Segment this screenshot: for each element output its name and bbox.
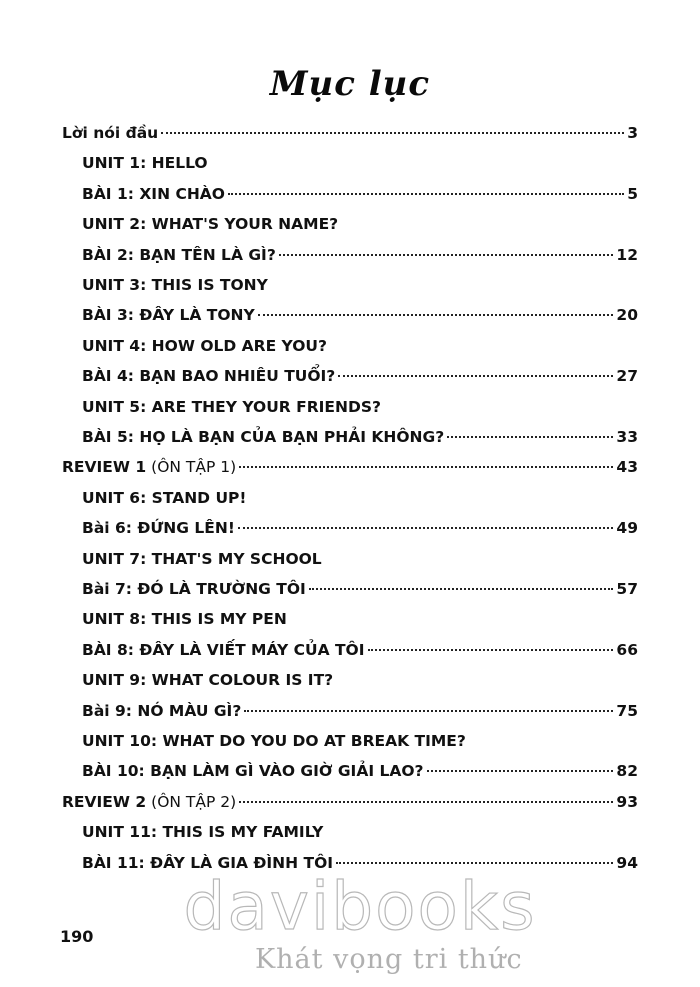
toc-page-number: 12: [616, 245, 638, 264]
toc-entry-label: Lời nói đầu: [62, 124, 159, 142]
toc-entry: [82, 574, 638, 604]
dot-leader: [447, 436, 613, 438]
toc-entry: [82, 635, 638, 665]
dot-leader: [238, 527, 614, 529]
toc-entry-label: BÀI 11: ĐÂY LÀ GIA ĐÌNH TÔI: [82, 853, 334, 872]
toc-entry-label: BÀI 2: BẠN TÊN LÀ GÌ?: [82, 245, 276, 264]
toc-page-number: 94: [616, 853, 638, 872]
toc-entry: [82, 696, 638, 726]
toc-entry: [62, 787, 638, 817]
watermark-tagline: Khát vọng tri thức: [255, 944, 523, 975]
toc-entry: [62, 118, 638, 148]
toc-entry-label: BÀI 10: BẠN LÀM GÌ VÀO GIỜ GIẢI LAO?: [82, 762, 424, 781]
dot-leader: [258, 314, 614, 316]
toc-unit-heading: [82, 209, 638, 239]
dot-leader: [244, 710, 613, 712]
toc-entry-label: BÀI 3: ĐÂY LÀ TONY: [82, 306, 255, 325]
toc-page-number: 3: [627, 124, 638, 142]
toc-entry-label: REVIEW 2: [62, 792, 147, 811]
dot-leader: [239, 466, 613, 468]
toc-unit-heading: [82, 148, 638, 178]
toc-entry-label: BÀI 5: HỌ LÀ BẠN CỦA BẠN PHẢI KHÔNG?: [82, 428, 445, 446]
toc-entry-label: BÀI 1: XIN CHÀO: [82, 184, 225, 203]
dot-leader: [309, 588, 614, 590]
toc-unit-heading: [82, 817, 638, 847]
toc-entry-label: BÀI 8: ĐÂY LÀ VIẾT MÁY CỦA TÔI: [82, 640, 365, 659]
toc-unit-heading: [82, 270, 638, 300]
dot-leader: [368, 649, 614, 651]
toc-page-number: 49: [616, 519, 638, 538]
page-number: 190: [60, 927, 94, 946]
dot-leader: [228, 193, 624, 195]
toc-page-number: 20: [616, 306, 638, 325]
toc-unit-heading: [82, 665, 638, 695]
toc-entry-label: UNIT 6: STAND UP!: [82, 488, 247, 507]
toc-entry-label: UNIT 10: WHAT DO YOU DO AT BREAK TIME?: [82, 732, 466, 750]
toc-entry-label: UNIT 3: THIS IS TONY: [82, 276, 268, 294]
toc-page-number: 75: [616, 701, 638, 720]
toc-entry-label: UNIT 7: THAT'S MY SCHOOL: [82, 549, 322, 568]
toc-entry-label: UNIT 2: WHAT'S YOUR NAME?: [82, 215, 339, 234]
toc-entry-label: Bài 9: NÓ MÀU GÌ?: [82, 701, 242, 720]
toc-entry-label: Bài 6: ĐỨNG LÊN!: [82, 519, 235, 538]
toc-entry: [82, 422, 638, 452]
toc-entry-label: UNIT 11: THIS IS MY FAMILY: [82, 823, 324, 842]
toc-entry: [82, 240, 638, 270]
toc-entry: [82, 300, 638, 330]
toc-entry-label: BÀI 4: BẠN BAO NHIÊU TUỔI?: [82, 367, 336, 386]
toc-page-number: 33: [616, 428, 638, 446]
dot-leader: [427, 770, 614, 772]
toc-page-number: 43: [616, 458, 638, 477]
toc-unit-heading: [82, 483, 638, 513]
toc-entry: [82, 513, 638, 543]
toc-entry: [82, 756, 638, 786]
toc-page-number: 93: [616, 792, 638, 811]
toc-entry-label: UNIT 4: HOW OLD ARE YOU?: [82, 336, 327, 355]
toc-unit-heading: [82, 726, 638, 756]
page-title: Mục lục: [269, 64, 431, 104]
toc-unit-heading: [82, 544, 638, 574]
toc-entry: [82, 361, 638, 391]
toc-entry-label: UNIT 1: HELLO: [82, 154, 208, 173]
dot-leader: [338, 375, 613, 377]
toc-entry: [62, 452, 638, 482]
toc-entry-note: (ÔN TẬP 2): [151, 792, 237, 811]
toc-entry-label: UNIT 9: WHAT COLOUR IS IT?: [82, 671, 334, 690]
toc-unit-heading: [82, 331, 638, 361]
toc-entry-label: UNIT 5: ARE THEY YOUR FRIENDS?: [82, 397, 381, 416]
dot-leader: [279, 254, 614, 256]
toc-entry: [82, 179, 638, 209]
toc-page-number: 27: [616, 367, 638, 386]
toc-entry-note: (ÔN TẬP 1): [151, 458, 237, 477]
dot-leader: [239, 801, 613, 803]
watermark-brand: davibooks: [183, 868, 537, 945]
toc-page-number: 5: [627, 184, 638, 203]
toc-unit-heading: [82, 392, 638, 422]
toc-page-number: 57: [616, 580, 638, 598]
toc-entry-label: Bài 7: ĐÓ LÀ TRƯỜNG TÔI: [82, 580, 306, 598]
toc-entry-label: REVIEW 1: [62, 458, 147, 477]
toc-page-number: 82: [616, 762, 638, 781]
toc-page-number: 66: [616, 640, 638, 659]
toc-entry-label: UNIT 8: THIS IS MY PEN: [82, 610, 287, 629]
dot-leader: [336, 862, 613, 864]
toc-unit-heading: [82, 604, 638, 634]
dot-leader: [161, 132, 624, 134]
